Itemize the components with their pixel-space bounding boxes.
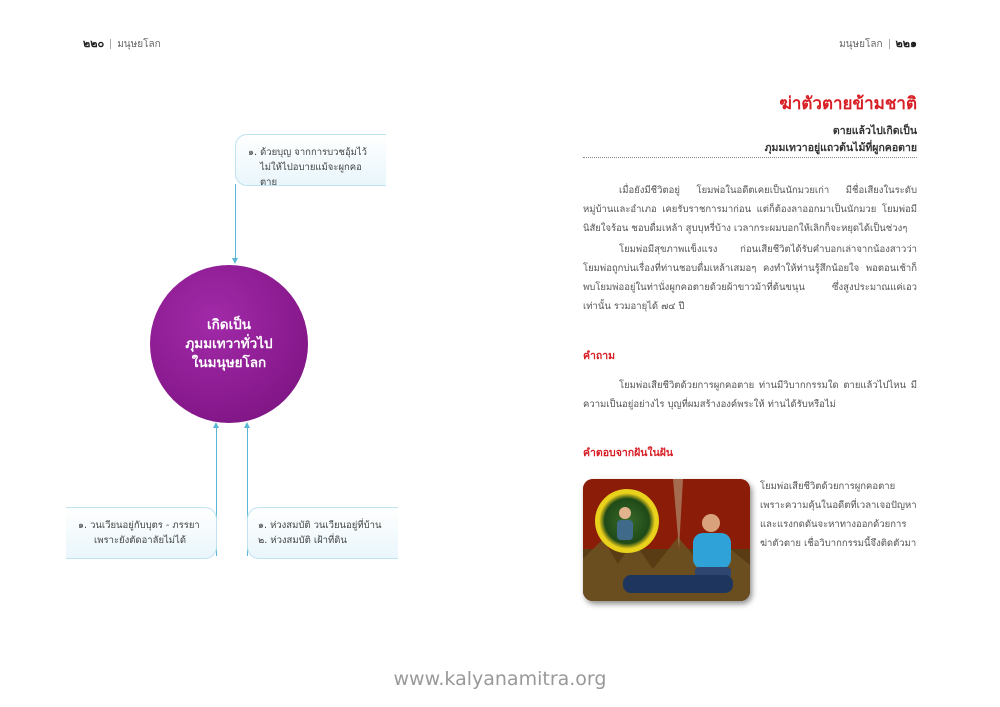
top-box-line-1: ๑. ด้วยบุญ จากการบวชอุ้มไว้ bbox=[248, 147, 368, 158]
left-page-header bbox=[83, 34, 161, 52]
top-box-line-2: ไม่ให้ไปอบายแม้จะผูกคอตาย bbox=[260, 162, 362, 188]
bottom-left-line-1: ๑. วนเวียนอยู่กับบุตร - ภรรยา bbox=[78, 520, 200, 531]
answer-heading: คำตอบจากฝันในฝัน bbox=[583, 447, 674, 459]
center-line-1: เกิดเป็น bbox=[207, 316, 251, 333]
arrow-down-icon bbox=[232, 258, 238, 264]
left-running-title: มนุษยโลก bbox=[117, 39, 161, 50]
center-line-2: ภุมมเทวาทั่วไป bbox=[185, 335, 273, 352]
diagram-center-circle bbox=[150, 265, 308, 423]
diagram-bottom-right-box bbox=[247, 507, 398, 559]
right-page-header bbox=[839, 34, 917, 52]
dream-illustration bbox=[583, 479, 750, 601]
bottom-left-line-2: เพราะยังตัดอาลัยไม่ได้ bbox=[94, 535, 187, 546]
paragraph-2-text: โยมพ่อมีสุขภาพแข็งแรง ก่อนเสียชีวิตได้รับคำบอกเล่าจากน้องสาวว่า โยมพ่อถูกบ่นเรื่องที่ท่านชอบดื่มเหล้าเสมอๆ คงทำให้ท่านรู้สึกน้อยใจ พอตอนเช้าก็พบโยมพ่ออยู่ในท่านั่งผูกคอตายด้วยผ้าขาวม้าที่ต้นขนุน ซึ่งสูงประมาณแค่เอวเท่านั้น รวมอายุได้ ๗๔ ปี bbox=[583, 244, 917, 312]
article-subtitle-line-1: ตายแล้วไปเกิดเป็น bbox=[832, 125, 917, 137]
bottom-right-line-1: ๑. ห่วงสมบัติ วนเวียนอยู่ที่บ้าน bbox=[258, 520, 382, 531]
answer-text-block bbox=[760, 477, 920, 553]
answer-line-3: และแรงกดดันจะหาทางออกด้วยการ bbox=[760, 519, 907, 530]
question-paragraph bbox=[583, 376, 917, 414]
article-title: ฆ่าตัวตายข้ามชาติ bbox=[779, 94, 917, 114]
paragraph-2 bbox=[583, 240, 917, 316]
paragraph-1-text: เมื่อยังมีชีวิตอยู่ โยมพ่อในอดีตเคยเป็นนักมวยเก่า มีชื่อเสียงในระดับหมู่บ้านและอำเภอ เคยรับราชการมาก่อน แต่ก็ต้องลาออกมาเป็นนักมวย โยมพ่อมีนิสัยใจร้อน ชอบดื่มเหล้า สูบบุหรี่บ้าง เวลากระผมบอกให้เลิกก็จะหยุดได้เป็นช่วงๆ bbox=[583, 185, 917, 234]
question-heading: คำถาม bbox=[583, 350, 616, 362]
answer-line-1: โยมพ่อเสียชีวิตด้วยการผูกคอตาย bbox=[760, 481, 896, 492]
article-subtitle-line-2: ภุมมเทวาอยู่แถวต้นไม้ที่ผูกคอตาย bbox=[764, 142, 917, 154]
answer-line-2: เพราะความคุ้นในอดีตที่เวลาเจอปัญหา bbox=[760, 500, 917, 511]
bottom-right-line-2: ๒. ห่วงสมบัติ เฝ้าที่ดิน bbox=[258, 535, 347, 546]
answer-line-4: ฆ่าตัวตาย เชื่อวิบากกรรมนี้จึงติดตัวมา bbox=[760, 538, 917, 549]
footer-url[interactable]: www.kalyanamitra.org bbox=[393, 668, 607, 690]
diagram-bottom-left-box bbox=[66, 507, 217, 559]
paragraph-1 bbox=[583, 181, 917, 238]
right-running-title: มนุษยโลก bbox=[839, 39, 883, 50]
right-page-number: ๒๒๑ bbox=[895, 37, 917, 50]
left-page-number: ๒๒๐ bbox=[83, 37, 105, 50]
connector-top bbox=[235, 184, 236, 260]
diagram-top-box bbox=[235, 134, 386, 186]
question-text: โยมพ่อเสียชีวิตด้วยการผูกคอตาย ท่านมีวิบากกรรมใด ตายแล้วไปไหน มีความเป็นอยู่อย่างไร บุญที่ผมสร้างองค์พระให้ ท่านได้รับหรือไม่ bbox=[583, 380, 917, 410]
center-line-3: ในมนุษยโลก bbox=[191, 354, 267, 371]
illustration-art bbox=[583, 479, 750, 601]
dotted-divider bbox=[583, 157, 917, 158]
